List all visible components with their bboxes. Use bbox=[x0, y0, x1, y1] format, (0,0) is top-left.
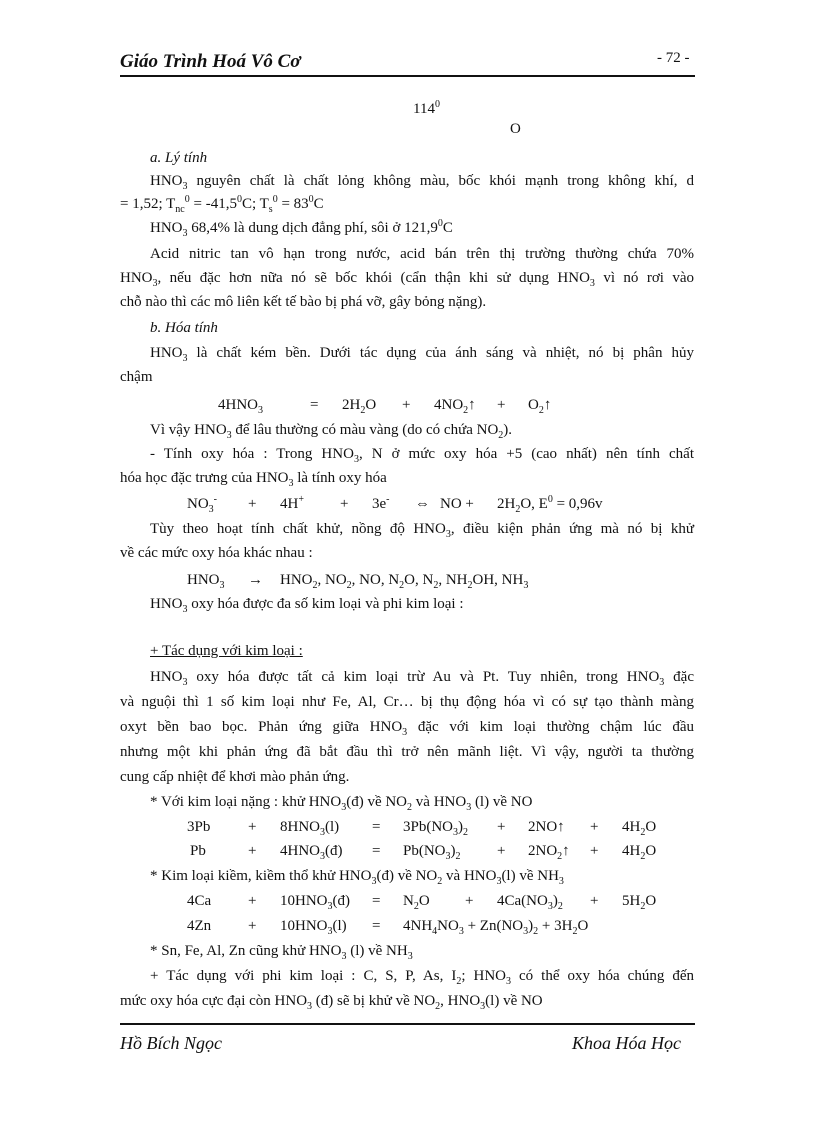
paragraph: $HNO_3$ 68,4% là dung dịch đẳng phí, sôi ở 121,9$^0$C bbox=[150, 218, 453, 239]
paragraph: oxyt bền bao bọc. Phản ứng giữa $HNO_3$ đặc với kim loại thường chậm lúc đầu bbox=[120, 719, 694, 738]
header-title: Giáo Trình Hoá Vô Cơ bbox=[120, 51, 301, 72]
paragraph: $HNO_3$ oxy hóa được đa số kim loại và phi kim loại : bbox=[150, 596, 464, 615]
section-heading-chemical: b. Hóa tính bbox=[150, 320, 218, 336]
paragraph: về các mức oxy hóa khác nhau : bbox=[120, 545, 313, 561]
paragraph: hóa học đặc trưng của $HNO_3$ là tính oxy hóa bbox=[120, 470, 387, 489]
paragraph: * Sn, Fe, Al, Zn cũng khử $HNO_3$ (l) về $NH_3$ bbox=[150, 943, 413, 962]
paragraph: nhưng một khi phản ứng đã bắt đầu thì trở nên mãnh liệt. Vì vậy, người ta thường bbox=[120, 744, 694, 760]
section-heading-physical: a. Lý tính bbox=[150, 150, 208, 166]
paragraph: = 1,52; $T_{nc}^0 = -41,5^0C$; $T_s^0 = 83^0C$ bbox=[120, 194, 324, 215]
paragraph: Vì vậy $HNO_3$ để lâu thường có màu vàng (do có chứa $NO_2$). bbox=[150, 422, 513, 441]
paragraph: Tùy theo hoạt tính chất khử, nồng độ $HNO_3$, điều kiện phản ứng mà nó bị khử bbox=[150, 521, 695, 540]
footer-department: Khoa Hóa Học bbox=[572, 1033, 681, 1053]
paragraph: chỗ nào thì các mô liên kết tế bào bị phá vỡ, gây bỏng nặng). bbox=[120, 294, 487, 310]
footer-author: Hồ Bích Ngọc bbox=[120, 1033, 222, 1053]
paragraph: $HNO_3$, nếu đặc hơn nữa nó sẽ bốc khói (cẩn thận khi sử dụng $HNO_3$ vì nó rơi vào bbox=[120, 270, 695, 289]
paragraph: $HNO_3$ là chất kém bền. Dưới tác dụng của ánh sáng và nhiệt, nó bị phân hủy bbox=[150, 345, 694, 364]
paragraph: cung cấp nhiệt để khơi mào phản ứng. bbox=[120, 769, 350, 785]
paragraph: - Tính oxy hóa : Trong $HNO_3$, N ở mức oxy hóa +5 (cao nhất) nên tính chất bbox=[150, 446, 694, 465]
paragraph: Acid nitric tan vô hạn trong nước, acid bán trên thị trường thường chứa 70% bbox=[150, 246, 694, 262]
bond-angle-label: $114^0$ bbox=[413, 99, 440, 117]
page-number: - 72 - bbox=[657, 50, 690, 66]
header-divider bbox=[120, 75, 695, 77]
paragraph: + Tác dụng với phi kim loại : C, S, P, As, $I_2$; $HNO_3$ có thể oxy hóa chúng đến bbox=[150, 968, 694, 987]
paragraph: * Kim loại kiềm, kiềm thổ khử $HNO_3(đ)$ về $NO_2$ và $HNO_3(l)$ về $NH_3$ bbox=[150, 868, 564, 887]
oxygen-atom-label: O bbox=[510, 121, 521, 137]
paragraph: $HNO_3$ nguyên chất là chất lỏng không màu, bốc khói mạnh trong không khí, d bbox=[150, 173, 694, 192]
paragraph: * Với kim loại nặng : khử $HNO_3(đ)$ về $NO_2$ và $HNO_3$ (l) về NO bbox=[150, 794, 533, 813]
footer-divider bbox=[120, 1023, 695, 1025]
paragraph: và nguội thì 1 số kim loại như Fe, Al, Cr… bị thụ động hóa vì có sự tạo thành màng bbox=[120, 694, 694, 710]
paragraph: $HNO_3$ oxy hóa được tất cả kim loại trừ Au và Pt. Tuy nhiên, trong $HNO_3$ đặc bbox=[150, 669, 694, 688]
paragraph: mức oxy hóa cực đại còn $HNO_3$ (đ) sẽ bị khử về $NO_2$, $HNO_3(l)$ về NO bbox=[120, 993, 543, 1012]
paragraph: chậm bbox=[120, 369, 153, 385]
subsection-heading-metal: + Tác dụng với kim loại : bbox=[150, 643, 303, 659]
